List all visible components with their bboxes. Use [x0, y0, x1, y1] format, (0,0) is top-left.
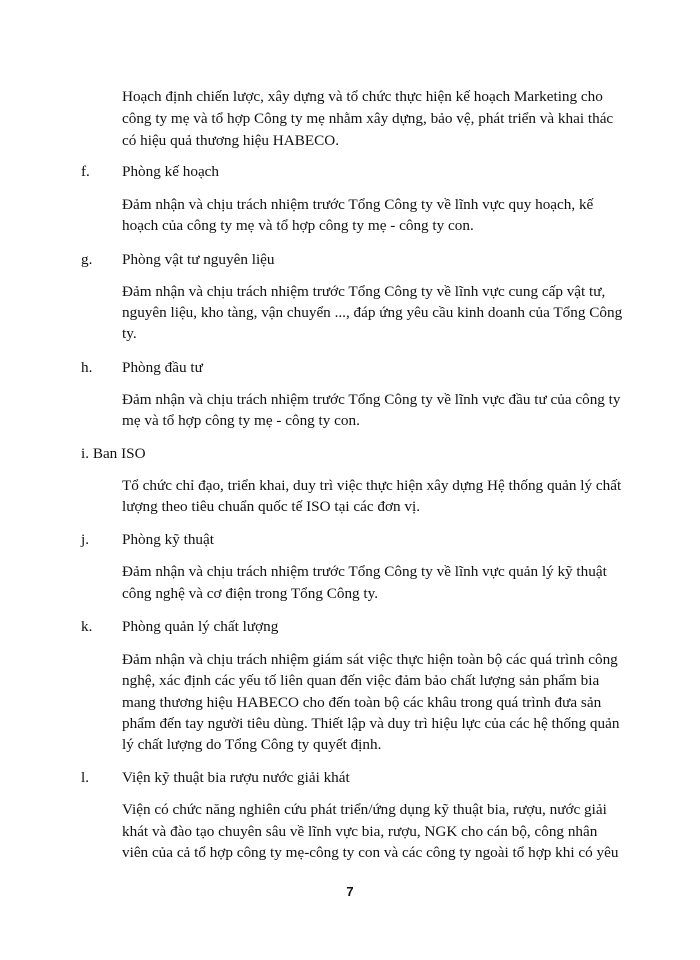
section-title: Phòng kế hoạch — [122, 163, 220, 180]
section-label: h. — [81, 359, 93, 376]
paragraph-line: ty. — [122, 325, 137, 342]
section-label: g. — [81, 251, 93, 268]
section-title: Phòng đầu tư — [122, 359, 203, 376]
section-title: Phòng quản lý chất lượng — [122, 618, 279, 635]
section-label: i. Ban ISO — [81, 445, 146, 462]
section-label: l. — [81, 769, 90, 786]
paragraph-line: Hoạch định chiến lược, xây dựng và tổ chức thực hiện kế hoạch Marketing cho — [122, 88, 603, 105]
section-label: f. — [81, 163, 90, 180]
paragraph-line: Đảm nhận và chịu trách nhiệm trước Tổng Công ty về lĩnh vực đầu tư của công ty — [122, 391, 621, 408]
paragraph-line: phẩm đến tay người tiêu dùng. Thiết lập và duy trì hiệu lực của các hệ thống quản — [122, 715, 620, 732]
paragraph-line: nghệ, xác định các yếu tố liên quan đến việc đảm bảo chất lượng sản phẩm bia — [122, 672, 600, 689]
section-title: Viện kỹ thuật bia rượu nước giải khát — [122, 769, 350, 786]
paragraph-line: Đảm nhận và chịu trách nhiệm trước Tổng Công ty về lĩnh vực quản lý kỹ thuật — [122, 563, 607, 580]
paragraph-line: khát và đào tạo chuyên sâu về lĩnh vực bia, rượu, NGK cho cán bộ, công nhân — [122, 823, 598, 840]
page-number: 7 — [346, 884, 354, 899]
paragraph-line: hoạch của công ty mẹ và tổ hợp công ty mẹ - công ty con. — [122, 217, 474, 234]
paragraph-line: mẹ và tổ hợp công ty mẹ - công ty con. — [122, 412, 360, 429]
paragraph-line: công nghệ và cơ điện trong Tổng Công ty. — [122, 585, 379, 602]
paragraph-line: Viện có chức năng nghiên cứu phát triển/ứng dụng kỹ thuật bia, rượu, nước giải — [122, 801, 607, 818]
paragraph-line: nguyên liệu, kho tàng, vận chuyển ..., đáp ứng yêu cầu kinh doanh của Tổng Công — [122, 304, 623, 321]
paragraph-line: Tổ chức chỉ đạo, triển khai, duy trì việc thực hiện xây dựng Hệ thống quản lý chất — [122, 477, 622, 494]
paragraph-line: Đảm nhận và chịu trách nhiệm trước Tổng Công ty về lĩnh vực quy hoạch, kế — [122, 196, 594, 213]
paragraph-line: có hiệu quả thương hiệu HABECO. — [122, 132, 340, 149]
paragraph-line: mang thương hiệu HABECO cho đến toàn bộ các khâu trong quá trình đưa sản — [122, 694, 602, 711]
paragraph-line: lý chất lượng do Tổng Công ty quyết định. — [122, 736, 382, 753]
section-title: Phòng vật tư nguyên liệu — [122, 251, 275, 268]
section-label: k. — [81, 618, 93, 635]
paragraph-line: công ty mẹ và tổ hợp Công ty mẹ nhằm xây dựng, bảo vệ, phát triển và khai thác — [122, 110, 614, 127]
section-label: j. — [81, 531, 90, 548]
paragraph-line: Đảm nhận và chịu trách nhiệm giám sát việc thực hiện toàn bộ các quá trình công — [122, 651, 618, 668]
paragraph-line: Đảm nhận và chịu trách nhiệm trước Tổng Công ty về lĩnh vực cung cấp vật tư, — [122, 283, 606, 300]
paragraph-line: viên của cả tổ hợp công ty mẹ-công ty con và các công ty ngoài tổ hợp khi có yêu — [122, 844, 619, 861]
paragraph-line: lượng theo tiêu chuẩn quốc tế ISO tại các đơn vị. — [122, 498, 421, 515]
section-title: Phòng kỹ thuật — [122, 531, 214, 548]
